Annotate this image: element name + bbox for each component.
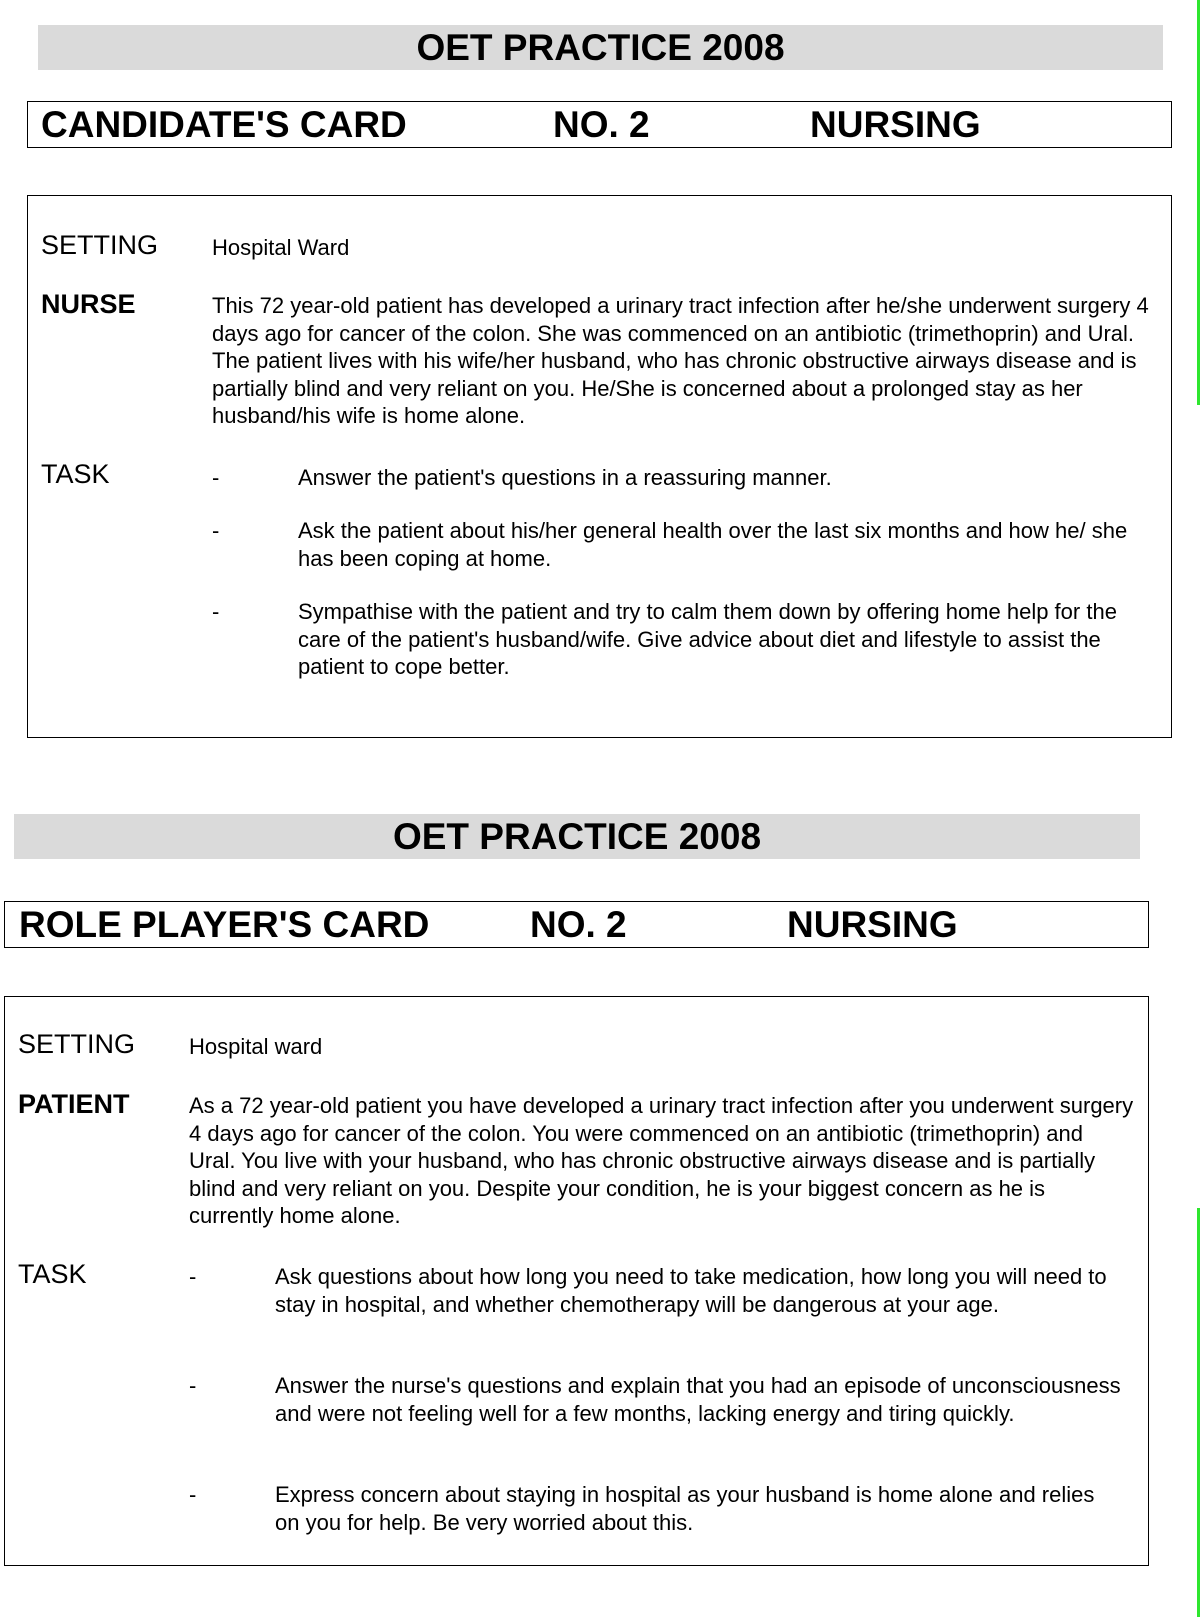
task-label: TASK (41, 459, 110, 489)
task-bullet: - (212, 518, 220, 543)
setting-label: SETTING (18, 1029, 136, 1059)
card-title: CANDIDATE'S CARD (41, 103, 407, 145)
card-number: NO. 2 (530, 903, 627, 945)
role-description: As a 72 year-old patient you have developed a urinary tract infection after you underwent surgery 4 days ago for cancer of the colon. You were commenced on an antibiotic (trimethoprin) and Ural. You live with your husband, who has chronic obstructive airways disease and is partially blind and very reliant on you. Despite your condition, he is your biggest concern as he is currently home alone. (189, 1093, 1134, 1228)
card-body (27, 195, 1172, 738)
banner-title: OET PRACTICE 2008 (392, 815, 762, 857)
card-title: ROLE PLAYER'S CARD (19, 903, 430, 945)
card-number: NO. 2 (553, 103, 650, 145)
setting-value: Hospital ward (189, 1034, 323, 1059)
task-label: TASK (18, 1259, 87, 1289)
setting-value: Hospital Ward (212, 235, 350, 260)
task-bullet: - (212, 599, 220, 624)
task-bullet: - (212, 465, 220, 490)
task-bullet: - (189, 1264, 197, 1289)
task-item: Answer the nurse's questions and explain that you had an episode of unconsciousness and were not feeling well for a few months, lacking energy and tiring quickly. (275, 1373, 1121, 1426)
card-body (4, 996, 1149, 1566)
task-item: Express concern about staying in hospital as your husband is home alone and relies on you for help. Be very worried about this. (275, 1482, 1095, 1535)
banner-title: OET PRACTICE 2008 (416, 26, 785, 68)
role-label: PATIENT (18, 1089, 130, 1119)
role-label: NURSE (41, 289, 136, 319)
task-bullet: - (189, 1373, 197, 1398)
task-item: Sympathise with the patient and try to calm them down by offering home help for the care of the patient's husband/wife. Give advice about diet and lifestyle to assist the patient to cope better. (298, 599, 1117, 679)
role-description: This 72 year-old patient has developed a urinary tract infection after he/she underwent surgery 4 days ago for cancer of the colon. She was commenced on an antibiotic (trimethoprin) and Ural. The patient lives with his wife/her husband, who has chronic obstructive airways disease and is partially blind and very reliant on you. He/She is concerned about a prolonged stay as her husband/his wife is home alone. (212, 293, 1149, 428)
card-header (4, 901, 1149, 948)
card-profession: NURSING (787, 903, 958, 945)
setting-label: SETTING (41, 230, 159, 260)
task-bullet: - (189, 1482, 197, 1507)
card-profession: NURSING (810, 103, 981, 145)
task-item: Ask questions about how long you need to take medication, how long you will need to stay in hospital, and whether chemotherapy will be dangerous at your age. (275, 1264, 1107, 1317)
practice-banner (38, 25, 1163, 70)
practice-banner (14, 814, 1140, 859)
card-header (27, 101, 1172, 148)
task-item: Answer the patient's questions in a reassuring manner. (298, 465, 832, 490)
task-item: Ask the patient about his/her general health over the last six months and how he/ she has been coping at home. (298, 518, 1128, 571)
